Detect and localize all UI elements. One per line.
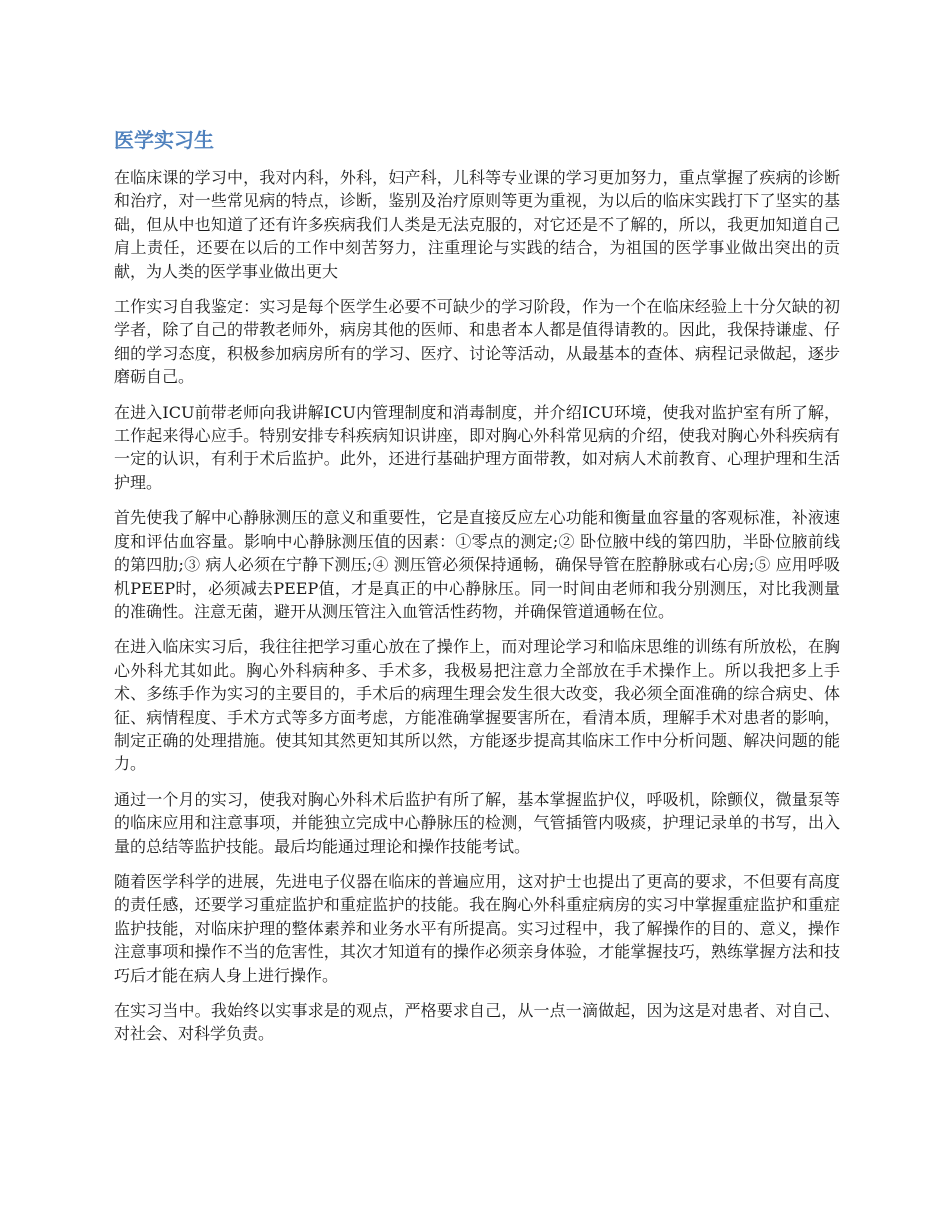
document-page — [114, 126, 840, 1058]
paragraph-5: 在进入临床实习后，我往往把学习重心放在了操作上，而对理论学习和临床思维的训练有所放松，在胸心外科尤其如此。胸心外科病种多、手术多，我极易把注意力全部放在手术操作上。所以我把多上手术、多练手作为实习的主要目的，手术后的病理生理会发生很大改变，我必须全面准确的综合病史、体征、病情程度、手术方式等多方面考虑，方能准确掌握要害所在，看清本质，理解手术对患者的影响，制定正确的处理措施。使其知其然更知其所以然，方能逐步提高其临床工作中分析问题、解决问题的能力。 — [114, 637, 840, 774]
paragraph-6: 通过一个月的实习，使我对胸心外科术后监护有所了解，基本掌握监护仪，呼吸机，除颤仪，微量泵等的临床应用和注意事项，并能独立完成中心静脉压的检测，气管插管内吸痰，护理记录单的书写，出入量的总结等监护技能。最后均能通过理论和操作技能考试。 — [114, 789, 840, 856]
paragraph-2: 工作实习自我鉴定：实习是每个医学生必要不可缺少的学习阶段，作为一个在临床经验上十分欠缺的初学者，除了自己的带教老师外，病房其他的医师、和患者本人都是值得请教的。因此，我保持谦虚、仔细的学习态度，积极参加病房所有的学习、医疗、讨论等活动，从最基本的查体、病程记录做起，逐步磨砺自己。 — [114, 297, 840, 387]
paragraph-7: 随着医学科学的进展，先进电子仪器在临床的普遍应用，这对护士也提出了更高的要求，不但要有高度的责任感，还要学习重症监护和重症监护的技能。我在胸心外科重症病房的实习中掌握重症监护和重症监护技能，对临床护理的整体素养和业务水平有所提高。实习过程中，我了解操作的目的、意义，操作注意事项和操作不当的危害性，其次才知道有的操作必须亲身体验，才能掌握技巧，熟练掌握方法和技巧后才能在病人身上进行操作。 — [114, 871, 840, 985]
paragraph-8: 在实习当中。我始终以实事求是的观点，严格要求自己，从一点一滴做起，因为这是对患者、对自己、对社会、对科学负责。 — [114, 1001, 840, 1044]
paragraph-4: 首先使我了解中心静脉测压的意义和重要性，它是直接反应左心功能和衡量血容量的客观标准，补液速度和评估血容量。影响中心静脉测压值的因素：①零点的测定;② 卧位腋中线的第四肋，半卧位腋前线的第四肋;③ 病人必须在宁静下测压;④ 测压管必须保持通畅，确保导管在腔静脉或右心房;⑤ 应用呼吸机PEEP时，必须减去PEEP值，才是真正的中心静脉压。同一时间由老师和我分别测压，对比我测量的准确性。注意无菌，避开从测压管注入血管活性药物，并确保管道通畅在位。 — [114, 508, 840, 621]
document-title: 医学实习生 — [114, 128, 214, 152]
paragraph-3: 在进入ICU前带老师向我讲解ICU内管理制度和消毒制度，并介绍ICU环境，使我对监护室有所了解，工作起来得心应手。特别安排专科疾病知识讲座，即对胸心外科常见病的介绍，使我对胸心外科疾病有一定的认识，有利于术后监护。此外，还进行基础护理方面带教，如对病人术前教育、心理护理和生活护理。 — [114, 402, 840, 492]
paragraph-1: 在临床课的学习中，我对内科，外科，妇产科，儿科等专业课的学习更加努力，重点掌握了疾病的诊断和治疗，对一些常见病的特点，诊断，鉴别及治疗原则等更为重视，为以后的临床实践打下了坚实的基础，但从中也知道了还有许多疾病我们人类是无法克服的，对它还是不了解的，所以，我更加知道自己肩上责任，还要在以后的工作中刻苦努力，注重理论与实践的结合，为祖国的医学事业做出突出的贡献，为人类的医学事业做出更大 — [114, 168, 840, 281]
